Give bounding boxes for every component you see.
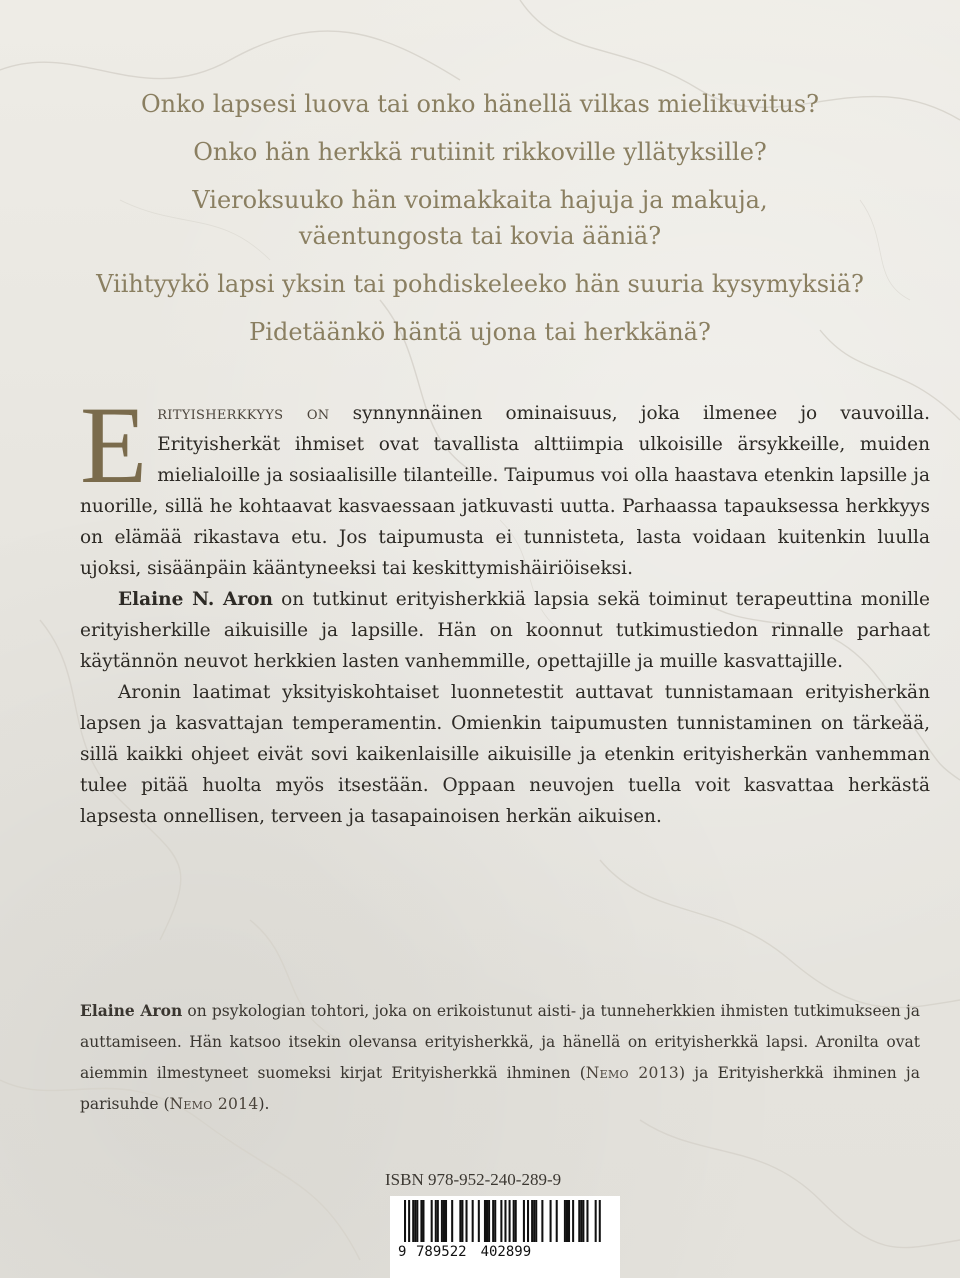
barcode-bar [550,1200,552,1242]
blurb-paragraph-3: Aronin laatimat yksityiskohtaiset luonnetestit auttavat tunnistamaan erityisherkän lapsen ja kasvattajan temperamentin. Omienkin taipumusten tunnistaminen on tärkeää, sillä kaikki ohjeet eivät sovi kaikenlaisille aikuisille ja etenkin erityisherkän vanhemman tulee pitää huolta myös itsestään. Oppaan neuvojen tuella voit kasvattaa herkästä lapsesta onnellisen, terveen ja tasapainoisen herkän aikuisen. [80,682,930,827]
barcode-bar [568,1200,570,1242]
blurb-text [80,384,930,832]
barcode-bar [451,1200,453,1242]
barcode-bar [431,1200,433,1242]
barcode-bar [500,1200,502,1242]
lead-in-smallcaps: rityisherkkyys on [157,403,330,424]
barcode-digits [398,1244,612,1260]
question-list [60,86,900,362]
barcode-bar [527,1200,529,1242]
barcode-bar [414,1200,416,1242]
blurb-paragraph-2 [80,584,930,677]
author-name: Elaine N. Aron [118,589,273,610]
publisher-1: Nemo 2013 [585,1064,680,1082]
barcode-bar [445,1200,447,1242]
barcode-bar [564,1200,566,1242]
barcode-bar [572,1200,574,1242]
barcode-bar [599,1200,601,1242]
barcode-bar [556,1200,558,1242]
question-1: Onko lapsesi luova tai onko hänellä vilkas mielikuvitus? [140,90,820,118]
barcode-bar [509,1200,511,1242]
question-5: Pidetäänkö häntä ujona tai herkkänä? [249,318,711,346]
barcode-bar [578,1200,580,1242]
barcode-bar [580,1200,582,1242]
barcode-digit-lead: 9 [398,1244,407,1260]
paragraph-2-text: on tutkinut erityisherkkiä lapsia sekä toiminut terapeuttina monille erityisherkille aikuisille ja lapsille. Hän on koonnut tutkimustiedon rinnalle parhaat käytännön neuvot herkkien lasten vanhemmille, opettajille ja muille kasvattajille. [80,589,930,672]
barcode-bar [541,1200,543,1242]
question-3 [60,182,900,254]
isbn-label: ISBN 978-952-240-289-9 [385,1170,562,1189]
bio-author-name: Elaine Aron [80,1001,183,1020]
barcode-bar [404,1200,406,1242]
barcode-bar [515,1200,517,1242]
barcode-bar [466,1200,468,1242]
drop-cap: E [80,384,148,506]
barcode-bar [488,1200,490,1242]
bio-text-3: ). [258,1095,270,1113]
blurb-paragraph-1 [80,384,930,584]
barcode-bar [422,1200,424,1242]
barcode-bar [478,1200,480,1242]
question-3-line-2: väentungosta tai kovia ääniä? [298,222,662,250]
barcode-bar [486,1200,488,1242]
barcode-bar [595,1200,597,1242]
question-3-line-1: Vieroksuuko hän voimakkaita hajuja ja makuja, [192,186,768,214]
question-2: Onko hän herkkä rutiinit rikkoville yllätyksille? [193,138,767,166]
barcode-bar [412,1200,414,1242]
barcode-bar [535,1200,537,1242]
barcode-bar [566,1200,568,1242]
barcode-bar [523,1200,525,1242]
paragraph-1-text: synnynnäinen ominaisuus, joka ilmenee jo vauvoilla. Erityisherkät ihmiset ovat tavallista alttiimpia ulkoisille ärsykkeille, muiden mielialoille ja sosiaalisille tilanteille. Taipumus voi olla haastava etenkin lapsille ja nuorille, sillä he kohtaavat kasvaessaan jatkuvasti uutta. Parhaassa tapauksessa herkkyys on elämää rikastava etu. Jos taipumusta ei tunnisteta, lasta voidaan kuitenkin luulla ujoksi, sisäänpäin kääntyneeksi tai keskittymishäiriöiseksi. [80,403,930,579]
barcode-digit-group-1: 789522 [416,1244,467,1260]
barcode-bar [582,1200,584,1242]
barcode-bar [531,1200,533,1242]
publisher-2: Nemo 2014 [169,1095,259,1113]
bio-text-2: ) ja Erityisherkkä ihminen ja parisuhde ( [80,1064,920,1113]
barcode-bar [484,1200,486,1242]
barcode-bar [441,1200,443,1242]
barcode-bar [437,1200,439,1242]
barcode-bar [504,1200,506,1242]
barcode-digit-group-2: 402899 [480,1244,532,1260]
barcode-bar [435,1200,437,1242]
barcode-bar [459,1200,461,1242]
barcode-bar [494,1200,496,1242]
bio-text-1: on psykologian tohtori, joka on erikoistunut aisti- ja tunneherkkien ihmisten tutkimukseen ja auttamiseen. Hän katsoo itsekin olevansa erityisherkkä, ja hänellä on erityisherkkä lapsi. Aronilta ovat aiemmin ilmestyneet suomeksi kirjat Erityisherkkä ihminen ( [80,1002,921,1082]
barcode-bar [461,1200,463,1242]
author-bio [80,995,920,1120]
barcode-bar [586,1200,588,1242]
barcode-bar [443,1200,445,1242]
barcode-bar [420,1200,422,1242]
barcode [390,1196,620,1278]
barcode-bar [492,1200,494,1242]
barcode-bars [390,1196,620,1278]
barcode-bar [472,1200,474,1242]
barcode-bar [513,1200,515,1242]
barcode-bar [408,1200,410,1242]
barcode-bar [416,1200,418,1242]
barcode-bar [533,1200,535,1242]
question-4: Viihtyykö lapsi yksin tai pohdiskeleeko hän suuria kysymyksiä? [96,270,864,298]
